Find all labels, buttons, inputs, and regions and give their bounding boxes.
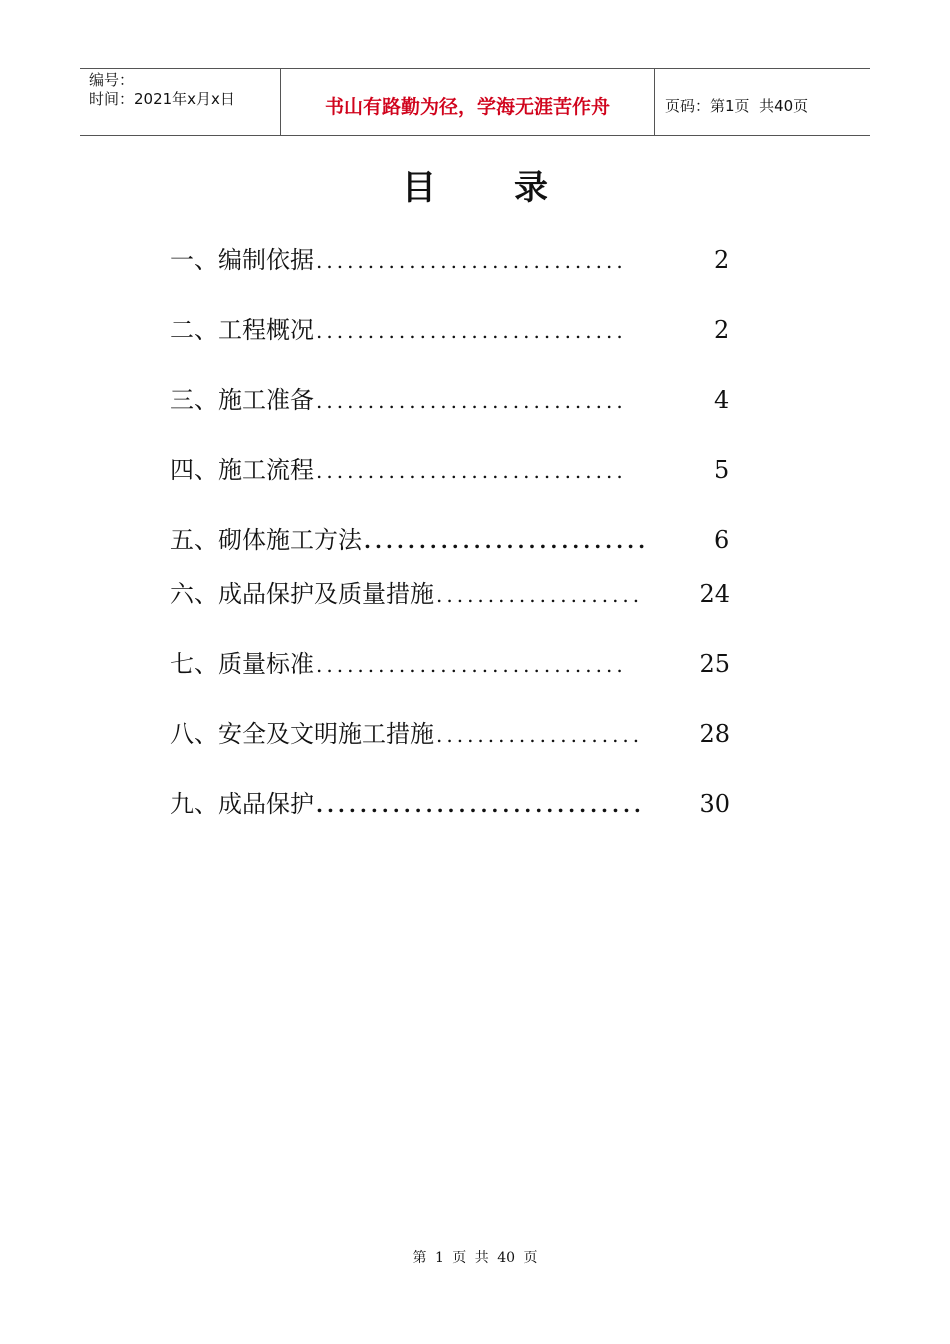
toc-entry-label: 三、施工准备 [170,386,314,414]
header-meta [80,69,281,135]
toc-entry-label: 五、砌体施工方法 [170,526,362,554]
toc-entry[interactable] [170,450,730,482]
toc-entry-label: 一、编制依据 [170,246,314,274]
toc-entry[interactable] [170,240,730,272]
toc-entry-label: 九、成品保护 [170,790,314,818]
header-page-info [655,69,870,135]
toc-leader-dots: .................... [436,723,644,747]
toc-entry-page: 4 [714,386,730,414]
toc-entry[interactable] [170,380,730,412]
toc-entry-page: 6 [714,526,730,554]
toc-entry[interactable] [170,784,730,816]
toc-entry-label: 二、工程概况 [170,316,314,344]
toc-entry-page: 2 [714,316,730,344]
header-motto [281,69,655,135]
toc-leader-dots: .......................... [364,529,650,553]
page-footer: 第 1 页 共 40 页 [412,1250,538,1266]
toc-entry-label: 四、施工流程 [170,456,314,484]
toc-leader-dots: .............................. [316,793,645,817]
time-label: 时间：2021年x月x日 [89,90,235,108]
toc-leader-dots: .............................. [316,653,627,677]
toc-title: 目录 [402,168,626,208]
toc-entry-label: 八、安全及文明施工措施 [170,720,434,748]
toc-leader-dots: .............................. [316,319,627,343]
toc-entry-page: 24 [699,580,730,608]
toc-entry-label: 六、成品保护及质量措施 [170,580,434,608]
toc-leader-dots: .............................. [316,459,627,483]
toc-entry[interactable] [170,310,730,342]
toc-entry-page: 25 [699,650,730,678]
toc-entry-label: 七、质量标准 [170,650,314,678]
toc-entry[interactable] [170,644,730,676]
toc-leader-dots: .............................. [316,249,627,273]
toc-entry-page: 30 [699,790,730,818]
toc-entry-page: 2 [714,246,730,274]
toc-entry-page: 28 [699,720,730,748]
page-info-text: 页码：第1页 共40页 [665,96,809,115]
number-label: 编号： [89,71,135,89]
toc-leader-dots: .................... [436,583,644,607]
toc-leader-dots: .............................. [316,389,627,413]
toc-entry-page: 5 [714,456,730,484]
page-header [80,68,870,136]
toc-entry[interactable] [170,714,730,746]
motto-text: 书山有路勤为径，学海无涯苦作舟 [324,95,610,118]
toc-entry[interactable] [170,574,730,606]
toc-entry[interactable] [170,520,730,552]
